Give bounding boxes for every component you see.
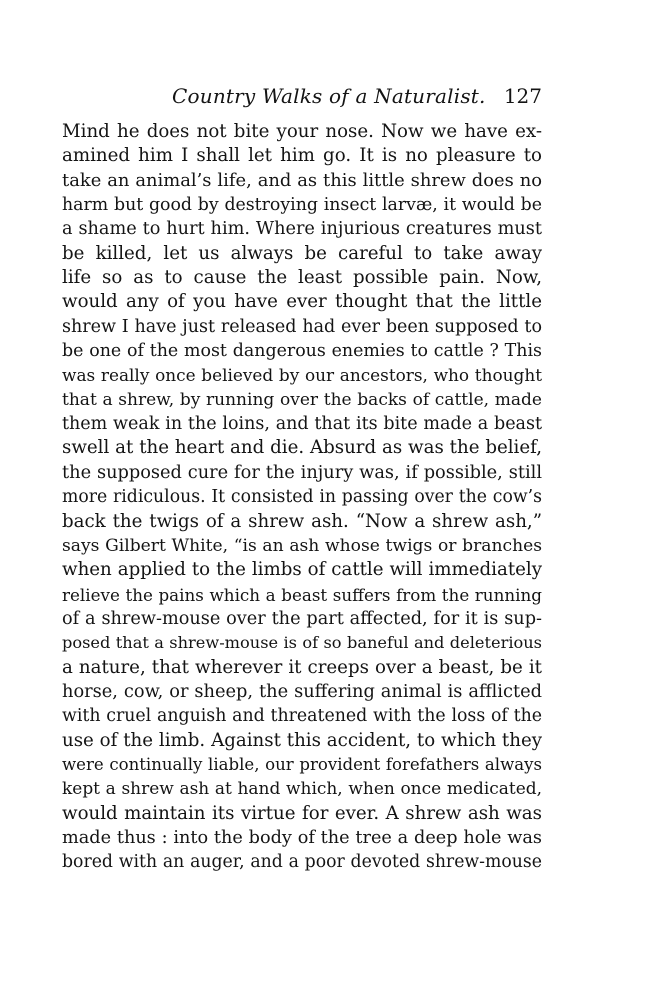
text-line: that a shrew, by running over the backs of cattle, made — [62, 389, 542, 410]
page-number: 127 — [503, 84, 542, 108]
text-line: amined him I shall let him go. It is no pleasure to — [62, 145, 542, 167]
text-line: a nature, that wherever it creeps over a beast, be it — [62, 656, 542, 678]
text-line: kept a shrew ash at hand which, when once medicated, — [62, 779, 542, 800]
text-line: was really once believed by our ancestors, who thought — [62, 365, 542, 386]
text-line: be one of the most dangerous enemies to cattle ? This — [62, 341, 542, 362]
text-line: bored with an auger, and a poor devoted shrew-mouse — [62, 852, 542, 873]
text-line: use of the limb. Against this accident, to which they — [62, 729, 542, 751]
text-line: Mind he does not bite your nose. Now we have ex- — [62, 121, 542, 142]
text-line: posed that a shrew-mouse is of so baneful and deleterious — [62, 633, 542, 653]
text-line: swell at the heart and die. Absurd as was the belief, — [62, 437, 542, 459]
text-line: life so as to cause the least possible pain. Now, — [62, 267, 542, 289]
running-head — [62, 84, 542, 114]
running-title: Country Walks of a Naturalist. — [172, 84, 486, 108]
text-line: take an animal’s life, and as this little shrew does no — [62, 169, 542, 191]
text-line: relieve the pains which a beast suffers from the running — [62, 584, 542, 605]
text-line: of a shrew-mouse over the part affected, for it is sup- — [62, 608, 542, 629]
text-line: shrew I have just released had ever been supposed to — [62, 316, 542, 337]
text-line: would any of you have ever thought that the little — [62, 291, 542, 313]
text-line: harm but good by destroying insect larvæ, it would be — [62, 195, 542, 216]
text-line: the supposed cure for the injury was, if possible, still — [62, 462, 542, 483]
text-line: a shame to hurt him. Where injurious creatures must — [62, 219, 542, 240]
text-line: says Gilbert White, “is an ash whose twigs or branches — [62, 535, 542, 556]
body-text — [62, 120, 542, 875]
text-line: when applied to the limbs of cattle will immediately — [62, 559, 542, 581]
text-line: were continually liable, our provident forefathers always — [62, 754, 542, 774]
text-line: with cruel anguish and threatened with the loss of the — [62, 706, 542, 727]
text-line: horse, cow, or sheep, the suffering animal is afflicted — [62, 680, 542, 702]
text-line: back the twigs of a shrew ash. “Now a shrew ash,” — [62, 510, 542, 532]
text-line: would maintain its virtue for ever. A shrew ash was — [62, 802, 542, 824]
text-line: be killed, let us always be careful to take away — [62, 242, 542, 264]
text-line: more ridiculous. It consisted in passing over the cow’s — [62, 487, 542, 508]
text-line: them weak in the loins, and that its bite made a beast — [62, 414, 542, 435]
text-line: made thus : into the body of the tree a deep hole was — [62, 827, 542, 848]
